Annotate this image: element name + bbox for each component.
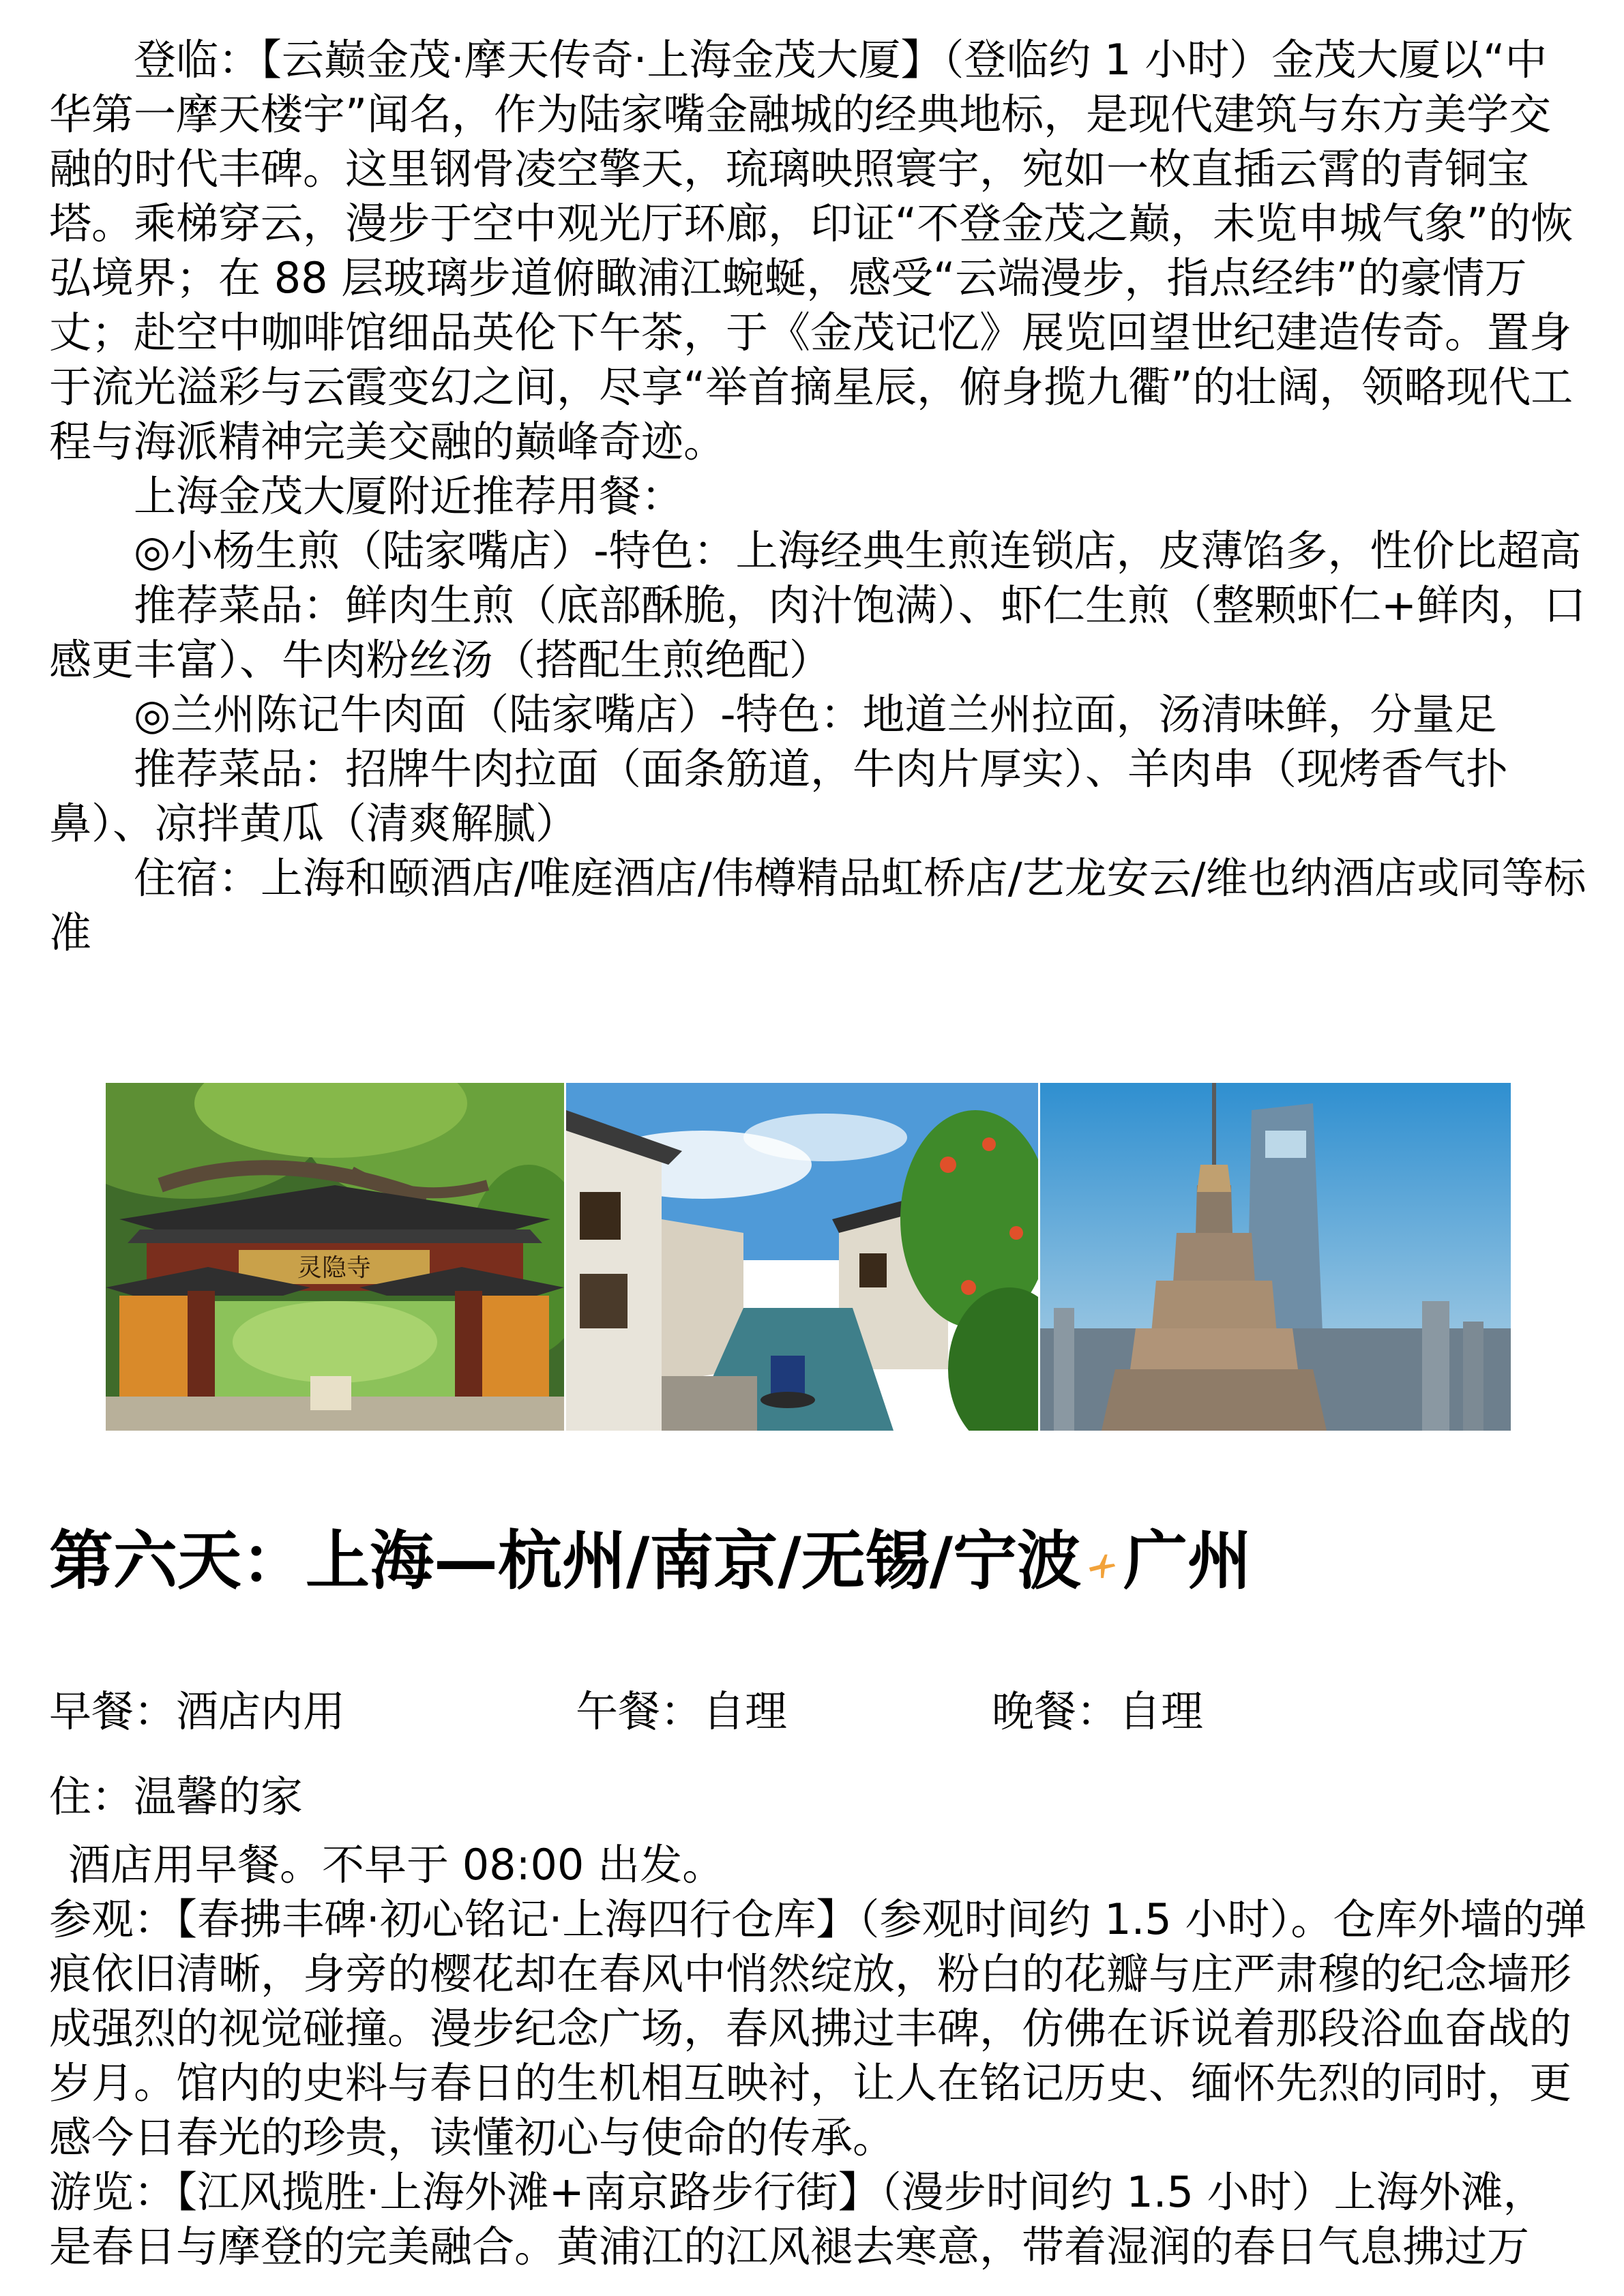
day-six-description	[49, 1838, 1587, 2274]
airplane-icon	[1087, 1549, 1118, 1581]
water-town-photo	[566, 1083, 1038, 1431]
day-stay: 住：温馨的家	[49, 1772, 304, 1821]
lunch: 午餐：自理	[576, 1686, 788, 1736]
jinmao-description: 登临：【云巅金茂·摩天传奇·上海金茂大厦】（登临约 1 小时）金茂大厦以“中华第一摩天楼宇”闻名，作为陆家嘴金融城的经典地标，是现代建筑与东方美学交融的时代丰碑。这里钢骨凌空擎天，琉璃映照寰宇，宛如一枚直插云霄的青铜宝塔。乘梯穿云，漫步于空中观光厅环廊，印证“不登金茂之巅，未览申城气象”的恢弘境界；在 88 层玻璃步道俯瞰浦江蜿蜒，感受“云端漫步，指点经纬”的豪情万丈；赴空中咖啡馆细品英伦下午茶，于《金茂记忆》展览回望世纪建造传奇。置身于流光溢彩与云霞变幻之间，尽享“举首摘星辰，俯身揽九衢”的壮阔，领略现代工程与海派精神完美交融的巅峰奇迹。	[49, 35, 1574, 466]
dishes-lanzhou: 推荐菜品：招牌牛肉拉面（面条筋道，牛肉片厚实）、羊肉串（现烤香气扑鼻）、凉拌黄瓜（清爽解腻）	[49, 744, 1509, 848]
dinner: 晚餐：自理	[992, 1686, 1204, 1736]
breakfast: 早餐：酒店内用	[49, 1686, 346, 1736]
restaurant-xiaoyang: ◎小杨生煎（陆家嘴店）-特色：上海经典生煎连锁店，皮薄馅多，性价比超高	[134, 526, 1582, 576]
jinmao-tower-photo	[1040, 1083, 1511, 1431]
bund-nanjing-road-tour: 游览：【江风揽胜·上海外滩+南京路步行街】（漫步时间约 1.5 小时）上海外滩，是春日与摩登的完美融合。黄浦江的江风褪去寒意，带着湿润的春日气息拂过万	[49, 2167, 1546, 2271]
photo-strip	[106, 1083, 1511, 1431]
day-title-route: 第六天：上海—杭州/南京/无锡/宁波	[49, 1524, 1081, 1598]
departure-note: 酒店用早餐。不早于 08:00 出发。	[68, 1840, 725, 1890]
temple-gate-photo	[106, 1083, 564, 1431]
day-six-title	[49, 1524, 1252, 1599]
sihang-warehouse-visit: 参观：【春拂丰碑·初心铭记·上海四行仓库】（参观时间约 1.5 小时）。仓库外墙的弹痕依旧清晰，身旁的樱花却在春风中悄然绽放，粉白的花瓣与庄严肃穆的纪念墙形成强烈的视觉碰撞。漫步纪念广场，春风拂过丰碑，仿佛在诉说着那段浴血奋战的岁月。馆内的史料与春日的生机相互映衬，让人在铭记历史、缅怀先烈的同时，更感今日春光的珍贵，读懂初心与使命的传承。	[49, 1894, 1587, 2162]
restaurant-lanzhou: ◎兰州陈记牛肉面（陆家嘴店）-特色：地道兰州拉面，汤清味鲜，分量足	[134, 689, 1497, 739]
itinerary-text-top	[49, 33, 1587, 960]
day-title-destination: 广州	[1123, 1524, 1252, 1598]
accommodation: 住宿：上海和颐酒店/唯庭酒店/伟樽精品虹桥店/艺龙安云/维也纳酒店或同等标准	[49, 853, 1586, 957]
dishes-xiaoyang: 推荐菜品：鲜肉生煎（底部酥脆，肉汁饱满）、虾仁生煎（整颗虾仁+鲜肉，口感更丰富）、牛肉粉丝汤（搭配生煎绝配）	[49, 580, 1586, 685]
dining-heading: 上海金茂大厦附近推荐用餐：	[134, 471, 684, 521]
temple-plaque-text: 灵隐寺	[297, 1254, 372, 1282]
